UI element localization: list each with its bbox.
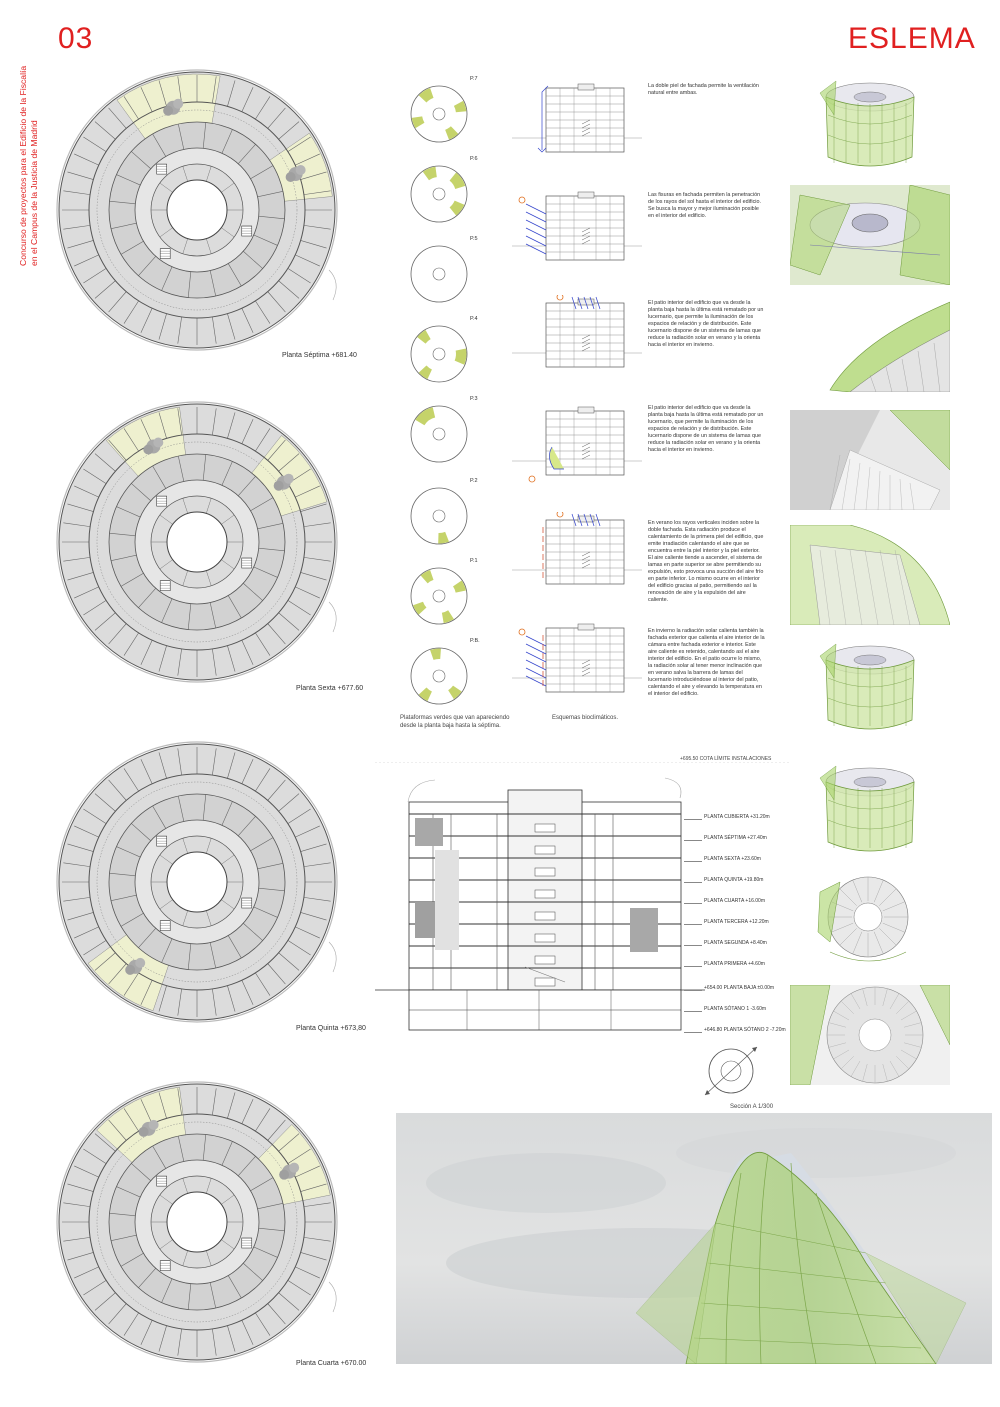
perspective-render <box>396 1113 992 1364</box>
bioclimatic-text-3: El patio interior del edificio que va desde la planta baja hasta la última está rematado por un lucernario, que permite la iluminación de los espacios de relación y de distribución. Este lucernario dispone de un sistema de lamas que reduce la radiación solar en verano y la orienta hacia el interior en invierno. <box>648 300 764 349</box>
bioclimatic-section-diagram <box>512 512 642 597</box>
section-level-label: +654.00 PLANTA BAJA ±0.00m <box>704 985 775 991</box>
project-name: ESLEMA <box>848 22 976 55</box>
section-level-label: PLANTA SEGUNDA +8.40m <box>704 940 767 946</box>
platform-diagram <box>405 480 495 555</box>
platform-level-label: P.5 <box>470 236 478 242</box>
platform-diagram <box>405 158 495 233</box>
platform-level-label: P.B. <box>470 638 480 644</box>
plan-caption-fourth: Planta Cuarta +670.00 <box>296 1360 367 1367</box>
vertical-title <box>14 30 54 270</box>
platform-level-label: P.7 <box>470 76 478 82</box>
platform-level-label: P.4 <box>470 316 478 322</box>
plan-caption-seventh: Planta Séptima +681.40 <box>282 352 357 359</box>
platform-diagram <box>405 78 495 153</box>
section-level-label: PLANTA CUBIERTA +31.20m <box>704 814 770 820</box>
sheet-number: 03 <box>58 22 94 55</box>
section-level-label: PLANTA SEXTA +23.60m <box>704 856 761 862</box>
section-level-label: PLANTA PRIMERA +4.60m <box>704 961 765 967</box>
floor-plan-fourth <box>55 1080 355 1380</box>
section-level-label: PLANTA QUINTA +19.80m <box>704 877 764 883</box>
bioclimatic-text-4: El patio interior del edificio que va desde la planta baja hasta la última está rematado por un lucernario, que permite la iluminación de los espacios de relación y de distribución. Este lucernario dispone de un sistema de lamas que reduce la radiación solar en verano y la orienta hacia el interior en invierno. <box>648 405 764 454</box>
axonometric-thumbnail <box>790 410 950 510</box>
section-level-label: PLANTA SÉPTIMA +27.40m <box>704 835 767 841</box>
axonometric-thumbnail <box>790 300 950 392</box>
floor-plan-sixth <box>55 400 355 700</box>
plan-caption-fifth: Planta Quinta +673,80 <box>296 1025 366 1032</box>
platform-level-label: P.2 <box>470 478 478 484</box>
platform-level-label: P.1 <box>470 558 478 564</box>
bioclimatic-section-diagram <box>512 620 642 705</box>
section-top-note: +695.50 COTA LÍMITE INSTALACIONES <box>680 756 772 762</box>
bioclimatic-section-diagram <box>512 295 642 380</box>
vertical-title-line2: en el Campus de la Justicia de Madrid <box>29 120 39 266</box>
floor-plan-seventh <box>55 68 355 368</box>
bioclimatic-section-diagram <box>512 403 642 488</box>
section-level-label: PLANTA CUARTA +16.00m <box>704 898 765 904</box>
axonometric-thumbnail <box>790 525 950 625</box>
section-caption: Sección A 1/300 <box>730 1104 774 1110</box>
bioclimatic-caption: Esquemas bioclimáticos. <box>552 715 619 721</box>
section-level-label: PLANTA SÓTANO 1 -3.60m <box>704 1006 767 1012</box>
bioclimatic-section-diagram <box>512 80 642 165</box>
bioclimatic-text-1: La doble piel de fachada permite la ventilación natural entre ambas. <box>648 83 759 97</box>
bioclimatic-text-6: En invierno la radiación solar calienta también la fachada exterior que calienta el aire interior de la cámara entre fachada exterior e interior. Este aire caliente es retenido, calentando así el aire interior del edificio. En el patio ocurre lo mismo, la radiación solar al tener menor inclinación que en verano salva la barrera de lamas del lucernario introduciéndose al interior del patio, calentando el aire y elevando la temperatura en el interior del edificio. <box>648 628 765 698</box>
platform-diagram <box>405 318 495 393</box>
section-key-plan <box>695 1035 770 1110</box>
platform-level-label: P.3 <box>470 396 478 402</box>
platform-diagram <box>405 238 495 313</box>
section-level-label: +646.80 PLANTA SÓTANO 2 -7.20m <box>704 1027 786 1033</box>
axonometric-thumbnail <box>790 760 950 858</box>
axonometric-thumbnail <box>790 872 950 970</box>
section-level-label: PLANTA TERCERA +12.20m <box>704 919 769 925</box>
bioclimatic-text-5: En verano los rayos verticales inciden sobre la doble fachada. Esta radiación produce el calentamiento de la primera piel del edificio, que emite irradiación calentando el aire que se encuentra entre la piel interior y la piel exterior. El aire caliente tiende a ascender, el sistema de lamas en parte superior se abre permitiendo su expulsión, esto provoca una succión del aire frío en parte inferior. Lo mismo ocurre en el interior del edificio gracias al patio, permitiendo así la renovación de aire y la expulsión del aire caliente. <box>648 520 764 604</box>
vertical-title-line1: Concurso de proyectos para el Edificio de la Fiscalía <box>18 65 28 266</box>
platform-caption: Plataformas verdes que van apareciendo desde la planta baja hasta la séptima. <box>400 715 510 729</box>
bioclimatic-section-diagram <box>512 188 642 273</box>
plan-caption-sixth: Planta Sexta +677.60 <box>296 685 364 692</box>
floor-plan-fifth <box>55 740 355 1040</box>
axonometric-thumbnail <box>790 638 950 736</box>
axonometric-thumbnail <box>790 185 950 285</box>
platform-diagram <box>405 560 495 635</box>
platform-diagram <box>405 398 495 473</box>
bioclimatic-text-2: Las fisuras en fachada permiten la penetración de los rayos del sol hasta el interior del edificio. Se busca la mayor y mejor iluminación posible en el interior del edificio. <box>648 192 761 220</box>
platform-level-label: P.6 <box>470 156 478 162</box>
axonometric-thumbnail <box>790 75 950 173</box>
platform-diagram <box>405 640 495 715</box>
axonometric-thumbnail <box>790 985 950 1085</box>
